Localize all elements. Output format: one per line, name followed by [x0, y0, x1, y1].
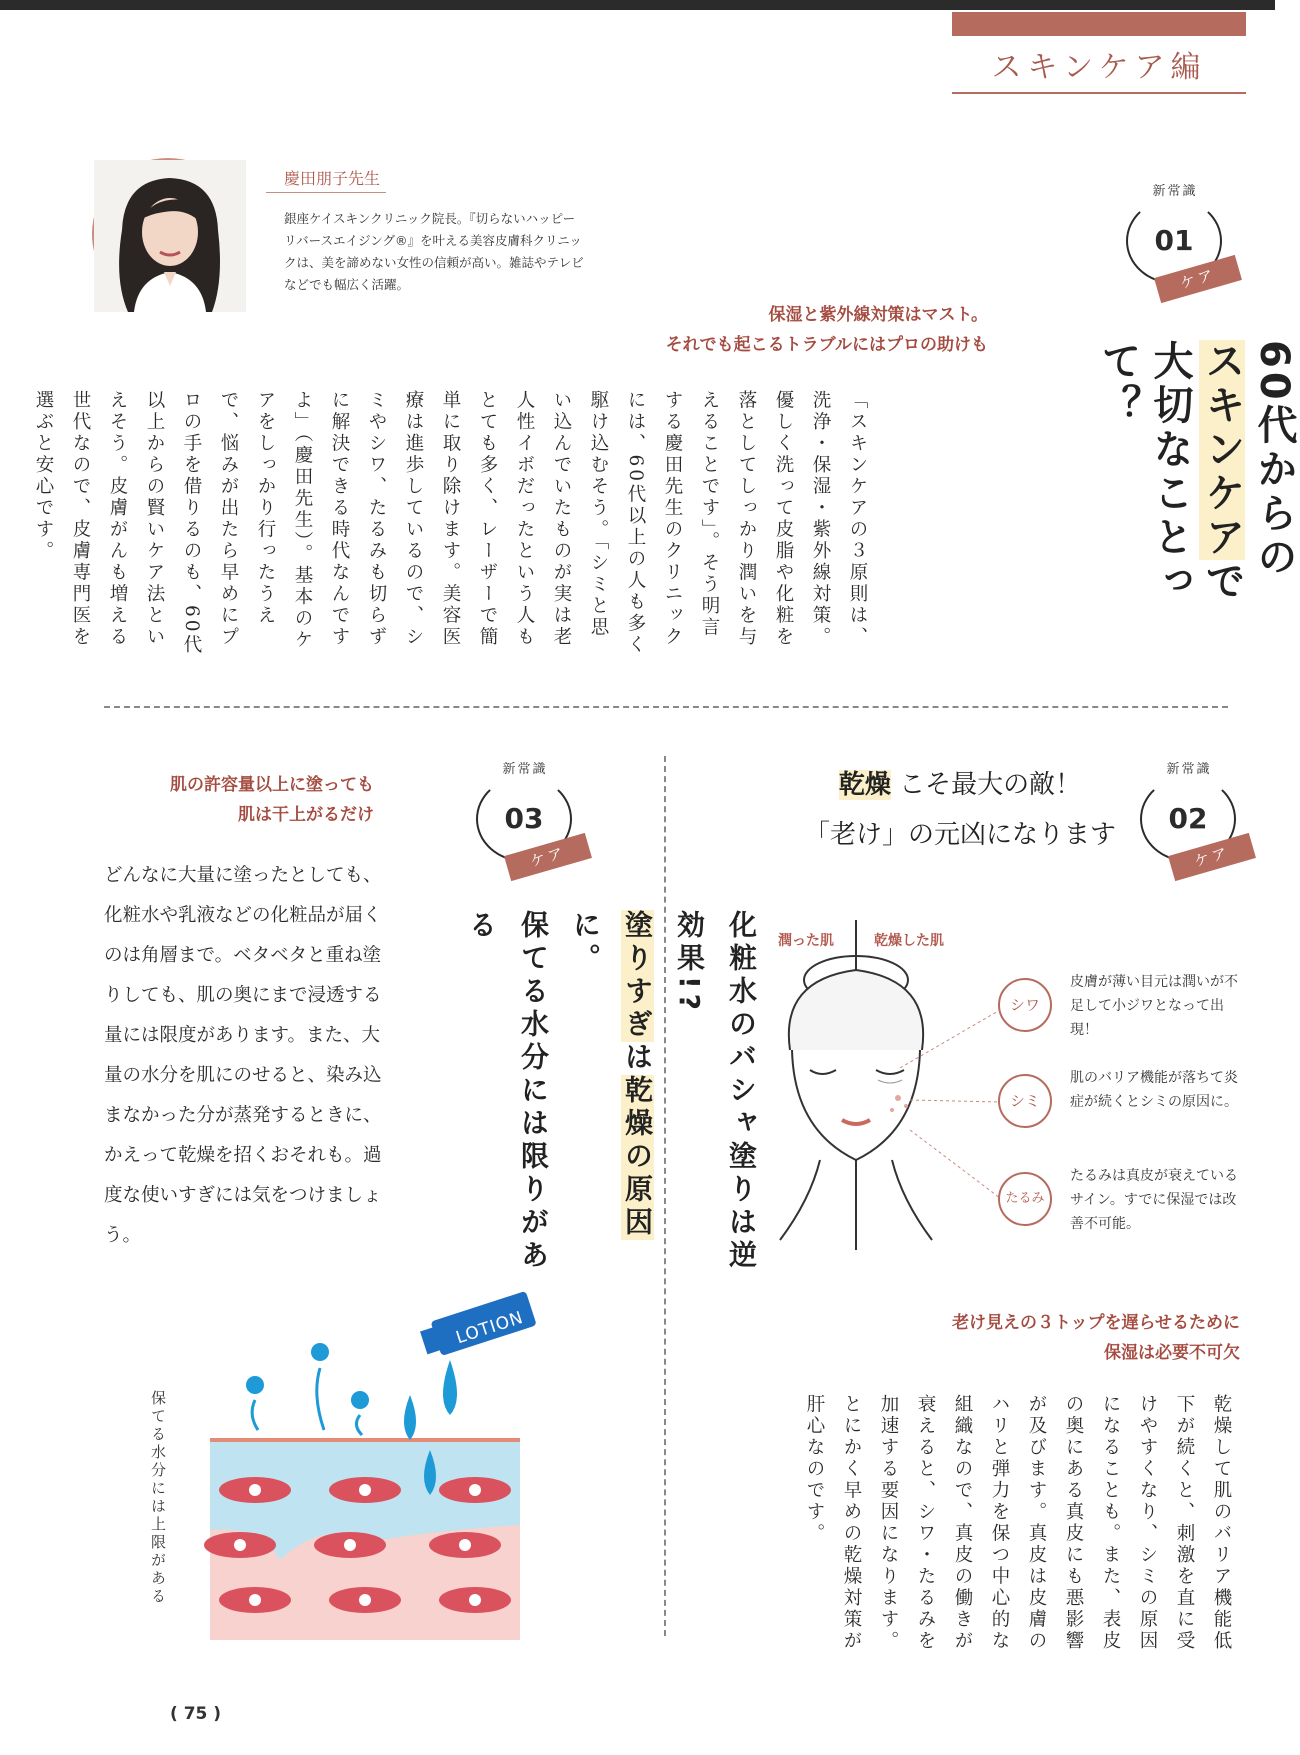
doctor-name: 慶田朋子先生	[284, 169, 381, 188]
skin-layer-illustration	[200, 1300, 560, 1650]
s03-heading	[455, 910, 767, 1300]
section-title: スキンケア編	[991, 50, 1207, 85]
s03-heading-hl2: 乾燥の原因	[621, 1075, 654, 1240]
s02-heading-line1-rest: こそ最大の敵！	[899, 770, 1082, 800]
point-note-spot: 肌のバリア機能が落ちて炎症が続くとシミの原因に。	[1070, 1070, 1238, 1110]
s02-heading-highlight: 乾燥	[838, 770, 891, 800]
point-note-sag: たるみは真皮が衰えているサイン。すでに保湿では改善不可能。	[1070, 1168, 1238, 1232]
doctor-name-rule	[266, 192, 386, 193]
badge-tag: ケア	[1168, 833, 1256, 881]
s03-heading-end: に。	[569, 910, 602, 976]
s01-lead	[560, 300, 988, 360]
badge-number: 01	[1154, 224, 1194, 257]
badge-number: 03	[504, 802, 544, 835]
s01-heading-part1: 60代からの	[1251, 340, 1297, 580]
lotion-label: LOTION	[453, 1307, 527, 1349]
skin-side-caption: 保てる水分には上限がある	[149, 1390, 167, 1606]
badge-number: 02	[1168, 802, 1208, 835]
badge-kicker: 新常識	[1166, 762, 1212, 777]
s02-lead-line2: 保湿は必要不可欠	[1104, 1343, 1240, 1363]
s03-lead	[104, 770, 374, 830]
s03-heading-mid: は	[621, 1042, 654, 1075]
section-divider	[104, 706, 1228, 708]
top-bar	[0, 0, 1275, 10]
point-circle-wrinkle: シワ	[998, 978, 1052, 1032]
face-right-label: 乾燥した肌	[874, 933, 944, 949]
s01-heading-part3: 大切なことって？	[1095, 340, 1193, 604]
doctor-portrait-icon	[94, 160, 246, 312]
s02-heading-line1	[780, 760, 1140, 810]
badge-03	[460, 758, 590, 878]
s03-heading-line1: 化粧水のバシャ塗りは逆効果!?	[673, 910, 758, 1273]
point-circle-spot: シミ	[998, 1074, 1052, 1128]
doctor-avatar	[92, 158, 244, 310]
badge-kicker: 新常識	[502, 762, 548, 777]
badge-01	[1110, 180, 1240, 300]
s01-heading-highlight: スキンケア	[1199, 340, 1245, 560]
point-circle-sag: たるみ	[998, 1172, 1052, 1226]
doctor-description: 銀座ケイスキンクリニック院長。『切らないハッピーリバースエイジング®』を叶える美容皮膚科クリニックは、美を諦めない女性の信頼が高い。雑誌やテレビなどでも幅広く活躍。	[284, 211, 584, 292]
section-rule	[952, 92, 1246, 94]
section-tab	[952, 12, 1246, 36]
badge-02	[1124, 758, 1254, 878]
face-left-label: 潤った肌	[778, 933, 834, 949]
s02-body: 乾燥して肌のバリア機能低下が続くと、刺激を直に受けやすくなり、シミの原因になることも。また、表皮の奥にある真皮にも悪影響が及びます。真皮は皮膚のハリと弾力を保つ中心的な組織なので、真皮の働きが衰えると、シワ・たるみを加速する要因になります。とにかく早めの乾燥対策が肝心なのです。	[804, 1394, 1232, 1652]
badge-kicker: 新常識	[1152, 184, 1198, 199]
s02-lead-line1: 老け見えの３トップを遅らせるために	[952, 1313, 1240, 1333]
s01-lead-line1: 保湿と紫外線対策はマスト。	[768, 305, 988, 325]
badge-tag: ケア	[504, 833, 592, 881]
s01-heading	[1092, 340, 1300, 670]
s02-lead	[840, 1308, 1240, 1368]
s03-lead-line2: 肌は干上がるだけ	[238, 805, 374, 825]
s01-body: 「スキンケアの３原則は、洗浄・保湿・紫外線対策。優しく洗って皮脂や化粧を落としてしっかり潤いを与えることです」。そう明言する慶田先生のクリニックには、60代以上の人も多く駆け込むそう。「シミと思い込んでいたものが実は老人性イボだったという人もとても多く、レーザーで簡単に取り除けます。美容医療は進歩しているので、シミやシワ、たるみも切らずに解決できる時代なんですよ」（慶田先生）。基本のケアをしっかり行ったうえで、悩みが出たら早めにプロの手を借りるのも、60代以上からの賢いケア法といえそう。皮膚がんも増える世代なので、皮膚専門医を選ぶと安心です。	[33, 390, 868, 657]
s01-lead-line2: それでも起こるトラブルにはプロの助けも	[665, 335, 988, 355]
s02-heading	[780, 760, 1140, 860]
page-number: ( 75 )	[170, 1704, 222, 1724]
point-note-wrinkle: 皮膚が薄い目元は潤いが不足して小ジワとなって出現！	[1070, 974, 1238, 1038]
s02-heading-line2: 「老け」の元凶になります	[803, 820, 1116, 850]
badge-tag: ケア	[1154, 255, 1242, 303]
s03-heading-line3: 保てる水分には限りがある	[465, 910, 550, 1273]
s03-body: どんなに大量に塗ったとしても、化粧水や乳液などの化粧品が届くのは角層まで。ベタベタと重ね塗りしても、肌の奥にまで浸透する量には限度があります。また、大量の水分を肌にのせると、染み込まなかった分が蒸発するときに、かえって乾燥を招くおそれも。過度な使いすぎには気をつけましょう。	[104, 865, 382, 1246]
s03-lead-line1: 肌の許容量以上に塗っても	[170, 775, 374, 795]
s03-heading-hl1: 塗りすぎ	[621, 910, 654, 1042]
s01-heading-part2: で	[1199, 560, 1245, 604]
